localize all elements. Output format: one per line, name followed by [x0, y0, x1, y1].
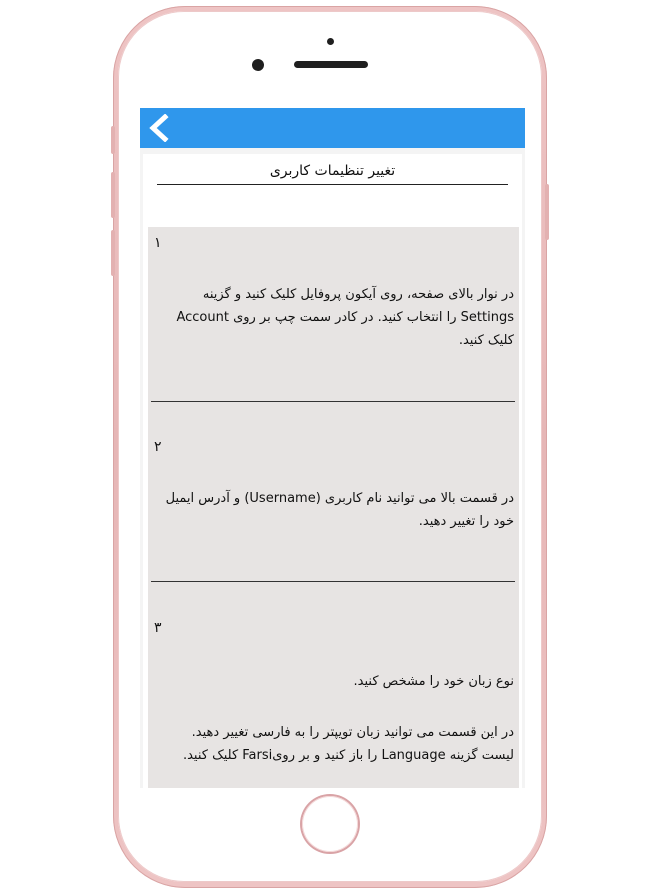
page-title: تغییر تنظیمات کاربری	[269, 163, 396, 179]
earpiece-speaker	[294, 61, 368, 68]
app-screen	[140, 108, 525, 788]
title-divider	[157, 184, 508, 185]
step-number: ۱	[154, 235, 162, 251]
chevron-left-icon[interactable]	[148, 114, 170, 142]
power-button	[545, 184, 549, 240]
mute-switch	[111, 126, 115, 154]
step-text: در قسمت بالا می توانید نام کاربری (Username) و آدرس ایمیل خود را تغییر دهید.	[165, 491, 514, 529]
settings-sheet	[143, 154, 522, 788]
top-bar	[140, 108, 525, 148]
step-text: نوع زبان خود را مشخص کنید.	[353, 674, 514, 689]
front-camera	[252, 59, 264, 71]
step-number: ۳	[154, 620, 162, 636]
step-text-detail: در این قسمت می توانید زبان تویپتر را به فارسی تغییر دهید. لیست گزینه Language را باز کنید و بر رویFarsi کلیک کنید.	[182, 725, 514, 763]
home-button[interactable]	[302, 796, 358, 852]
volume-down-button	[111, 230, 115, 276]
steps-list	[148, 227, 519, 788]
step-divider	[151, 581, 515, 582]
step-number: ۲	[154, 439, 162, 455]
proximity-sensor	[327, 38, 334, 45]
step-divider	[151, 401, 515, 402]
step-text: در نوار بالای صفحه، روی آیکون پروفایل کلیک کنید و گزینه Settings را انتخاب کنید. در کادر سمت چپ بر روی Account کلیک کنید.	[176, 287, 514, 348]
volume-up-button	[111, 172, 115, 218]
